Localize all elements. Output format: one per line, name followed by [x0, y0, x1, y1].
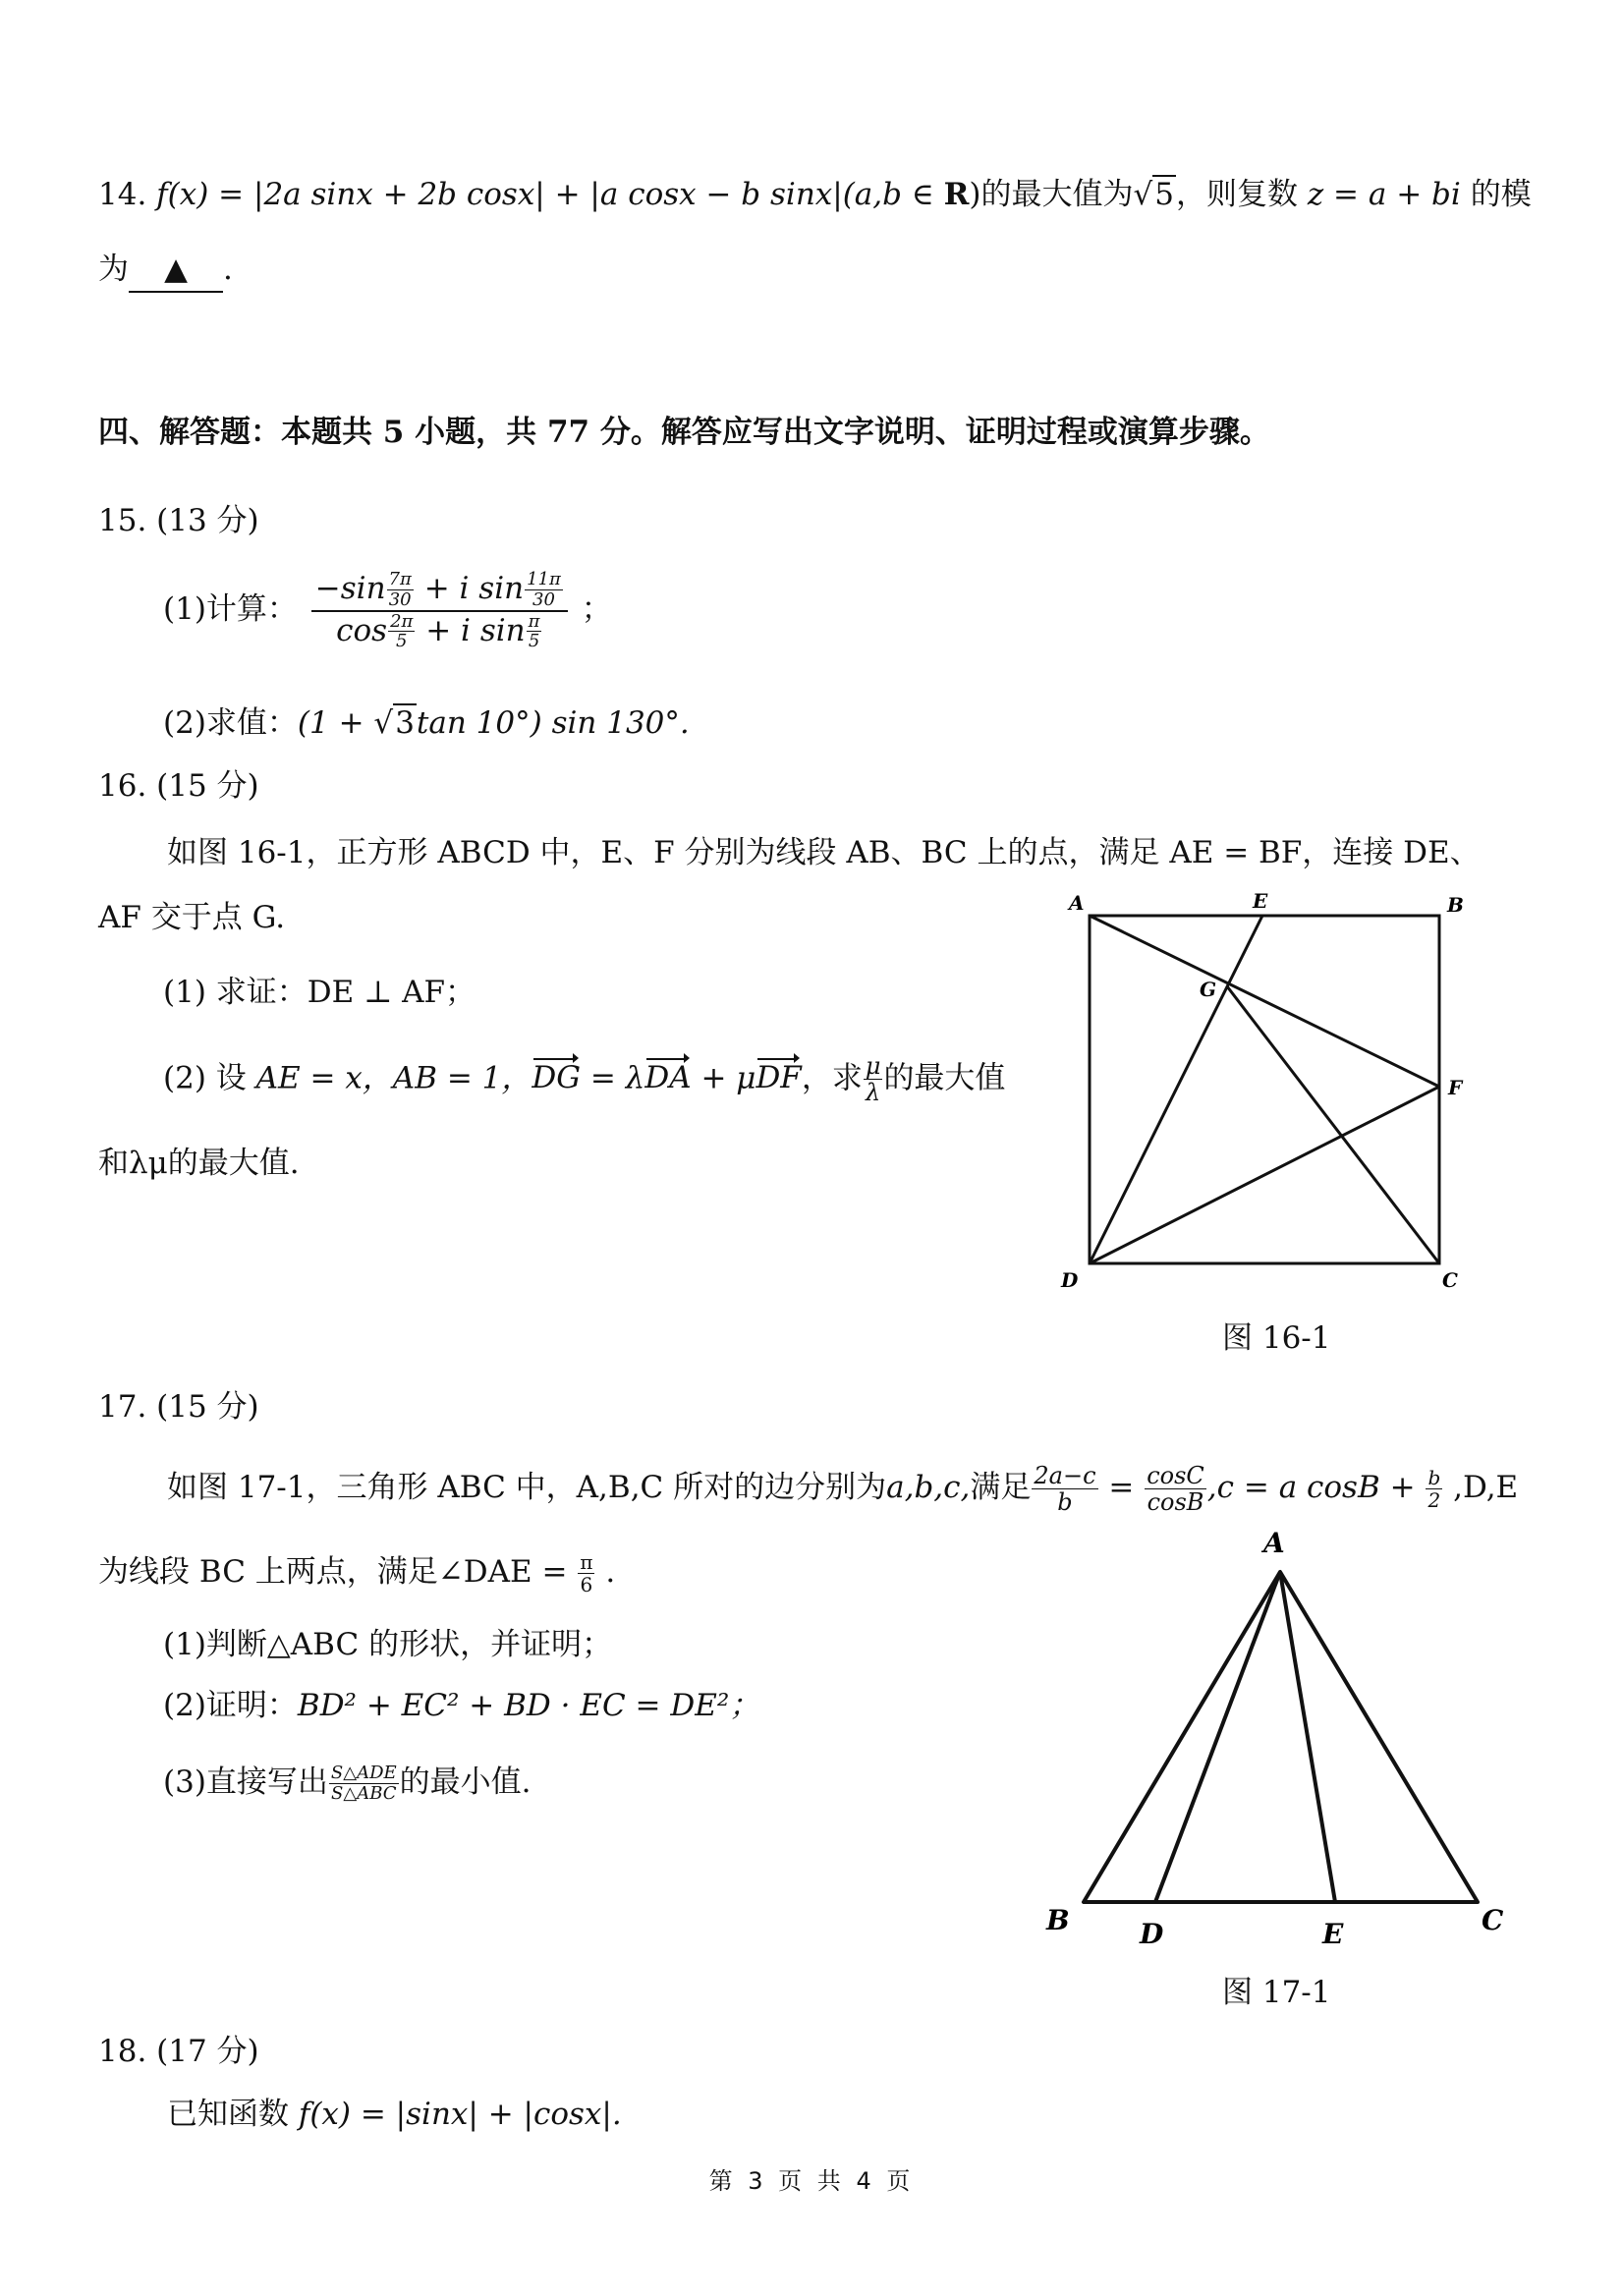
segment-ad [1155, 1572, 1280, 1902]
q17-part2: (2)证明：BD² + EC² + BD · EC = DE²； [163, 1688, 760, 1723]
figure-16-1 [1051, 884, 1483, 1297]
q15-p1-label: (1)计算： [163, 591, 298, 628]
q14-line2-prefix: 为 [98, 252, 129, 287]
q17-intro-line2: 为线段 BC 上两点，满足∠DAE = $\frac{\pi}{6}$ . [98, 1550, 616, 1596]
q15-part1 [163, 570, 612, 651]
q14-sqrt-value: 5 [1154, 177, 1175, 212]
q14-line2-suffix: . [223, 252, 233, 287]
q15-p1-fraction: −sin $\frac{7\pi}{30}$ + i sin $\frac{11\pi}{30}$ cos $\frac{2\pi}{5}$ + i sin $\frac{\pi}{5}$ [311, 570, 568, 651]
q16-intro-line2: AF 交于点 G. [98, 900, 286, 935]
q18-statement: 已知函数 f(x) = |sinx| + |cosx|. [167, 2097, 622, 2132]
segment-af [1090, 916, 1439, 1087]
figure-16-1-caption: 图 16-1 [1222, 1320, 1331, 1356]
q14-set-r: R [943, 177, 970, 212]
q14-text-end: 的模 [1470, 177, 1532, 212]
label-a: A [1069, 891, 1085, 915]
segment-de [1090, 916, 1262, 1263]
figure-17-1-caption: 图 17-1 [1222, 1975, 1331, 2010]
q15-header: 15. (13 分) [98, 503, 259, 538]
label-c: C [1442, 1268, 1458, 1292]
vector-dg: DG [532, 1056, 581, 1099]
q14-text-right: ，则复数 [1176, 177, 1299, 212]
section-title: 四、解答题：本题共 5 小题，共 77 分。解答应写出文字说明、证明过程或演算步骤。 [98, 415, 1270, 450]
q16-part2: (2) 设 AE = x，AB = 1，DG = λDA + μDF，求 $\frac{\mu}{\lambda}$ 的最大值 [163, 1052, 1006, 1107]
q14-line2 [98, 248, 233, 293]
q17-part1: (1)判断△ABC 的形状，并证明； [163, 1627, 613, 1662]
q14-formula: f(x) = |2a sinx + 2b cosx| + |a cosx − b sinx|(a,b ∈ [156, 177, 944, 212]
page-footer: 第 3 页 共 4 页 [708, 2167, 915, 2195]
label-b: B [1447, 893, 1464, 917]
q16-intro-line1: 如图 16-1，正方形 ABCD 中，E、F 分别为线段 AB、BC 上的点，满足 AE = BF，连接 DE、 [167, 835, 1481, 870]
label-e: E [1253, 889, 1268, 913]
q14-z-expr: z = a + bi [1307, 177, 1461, 212]
vector-df: DF [756, 1056, 801, 1099]
label-f: F [1448, 1076, 1463, 1099]
figure-17-1 [1032, 1523, 1533, 1955]
label-d: D [1140, 1918, 1164, 1950]
label-a: A [1263, 1527, 1285, 1559]
q17-header: 17. (15 分) [98, 1389, 259, 1425]
q14-text-mid: )的最大值为 [969, 177, 1134, 212]
answer-blank: ▲ [129, 248, 223, 293]
q16-part2-line2: 和λμ的最大值. [98, 1146, 300, 1181]
label-c: C [1482, 1904, 1504, 1936]
label-e: E [1322, 1918, 1344, 1950]
q15-p1-end: ； [581, 591, 612, 628]
label-d: D [1061, 1268, 1079, 1292]
vector-da: DA [644, 1056, 691, 1099]
q16-part1: (1) 求证：DE ⊥ AF； [163, 975, 476, 1010]
label-g: G [1200, 978, 1217, 1001]
q14-number: 14. [98, 177, 147, 212]
triangle-abc [1084, 1572, 1478, 1902]
segment-gc [1227, 986, 1439, 1263]
q16-header: 16. (15 分) [98, 768, 259, 804]
label-b: B [1046, 1904, 1070, 1936]
q17-intro-line1: 如图 17-1，三角形 ABC 中，A,B,C 所对的边分别为a,b,c,满足 $\frac{2a-c}{b}$ = $\frac{\cos C}{\cos B}$ ,c = a cosB + $\frac{b}{2}$ ,D,E [167, 1461, 1519, 1516]
q18-header: 18. (17 分) [98, 2034, 259, 2069]
segment-df [1090, 1087, 1439, 1263]
q15-part2: (2)求值：(1 + √3tan 10°) sin 130°. [163, 705, 690, 741]
square-abcd [1090, 916, 1439, 1263]
q17-part3: (3)直接写出 S△ADE S△ABC 的最小值. [163, 1763, 532, 1804]
q14-line1: 14. f(x) = |2a sinx + 2b cosx| + |a cosx − b sinx|(a,b ∈ R)的最大值为√5，则复数 z = a + bi 的模 [98, 177, 1532, 212]
